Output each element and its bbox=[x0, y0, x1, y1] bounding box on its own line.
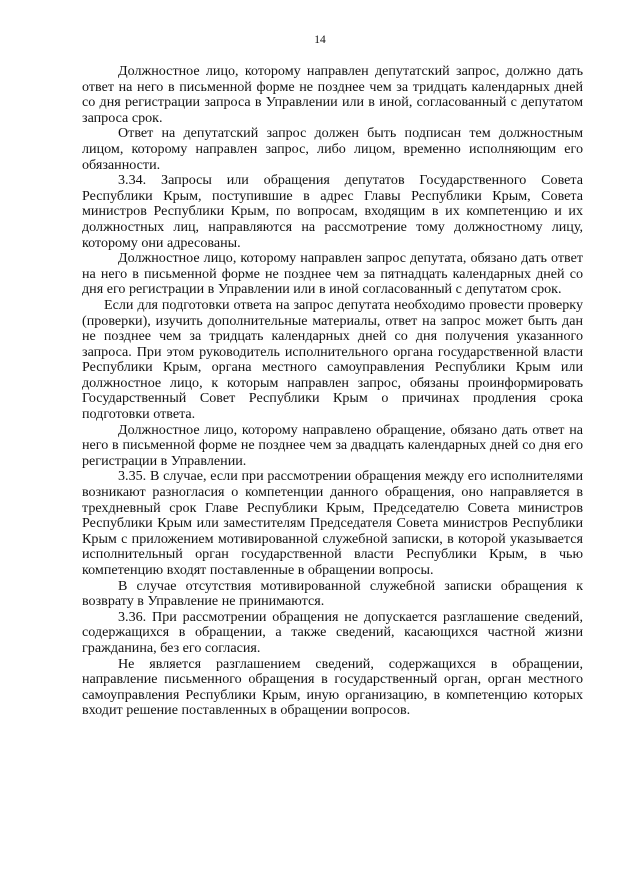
document-body bbox=[82, 64, 583, 719]
page-number: 14 bbox=[314, 34, 326, 46]
paragraph: Ответ на депутатский запрос должен быть подписан тем должностным лицом, которому направлен запрос, либо лицом, временно исполняющим его обязанности. bbox=[82, 125, 583, 173]
paragraph: Не является разглашением сведений, содержащихся в обращении, направление письменного обращения в государственный орган, орган местного самоуправления Республики Крым, иную организацию, в компетенцию которых входит решение поставленных в обращении вопросов. bbox=[82, 655, 583, 719]
paragraph: Если для подготовки ответа на запрос депутата необходимо провести проверку (проверки), изучить дополнительные материалы, ответ на запрос может быть дан не позднее чем за тридцать календарных дней со дня получения указанного запроса. При этом руководитель исполнительного органа государственной власти Республики Крым, органа местного самоуправления Республики Крым или должностное лицо, к которым направлен запрос, обязаны проинформировать Государственный Совет Республики Крым о причинах продления срока подготовки ответа. bbox=[82, 296, 583, 423]
paragraph: Должностное лицо, которому направлен депутатский запрос, должно дать ответ на него в письменной форме не позднее чем за тридцать календарных дней со дня регистрации запроса в Управлении или в иной, согласованный с депутатом запроса срок. bbox=[82, 63, 583, 126]
paragraph: В случае отсутствия мотивированной служебной записки обращения к возврату в Управление не принимаются. bbox=[82, 577, 583, 610]
paragraph: Должностное лицо, которому направлен запрос депутата, обязано дать ответ на него в письменной форме не позднее чем за пятнадцать календарных дней со дня его регистрации в Управлении или в иной согласованный с депутатом срок. bbox=[82, 250, 583, 298]
paragraph: 3.36. При рассмотрении обращения не допускается разглашение сведений, содержащихся в обращении, а также сведений, касающихся частной жизни гражданина, без его согласия. bbox=[82, 608, 583, 656]
paragraph: 3.34. Запросы или обращения депутатов Государственного Совета Республики Крым, поступившие в адрес Главы Республики Крым, Совета министров Республики Крым, по вопросам, входящим в их компетенцию и их должностных лиц, направляются на рассмотрение тому должностному лицу, которому они адресованы. bbox=[82, 172, 583, 251]
paragraph: 3.35. В случае, если при рассмотрении обращения между его исполнителями возникают разногласия о компетенции данного обращения, оно направляется в трехдневный срок Главе Республики Крым, Председателю Совета министров Республики Крым или заместителям Председателя Совета министров Республики Крым с приложением мотивированной служебной записки, в которой указывается исполнительный орган государственной власти Республики Крым, в чью компетенцию входят поставленные в обращении вопросы. bbox=[82, 468, 583, 578]
paragraph: Должностное лицо, которому направлено обращение, обязано дать ответ на него в письменной форме не позднее чем за двадцать календарных дней со дня его регистрации в Управлении. bbox=[82, 421, 583, 469]
